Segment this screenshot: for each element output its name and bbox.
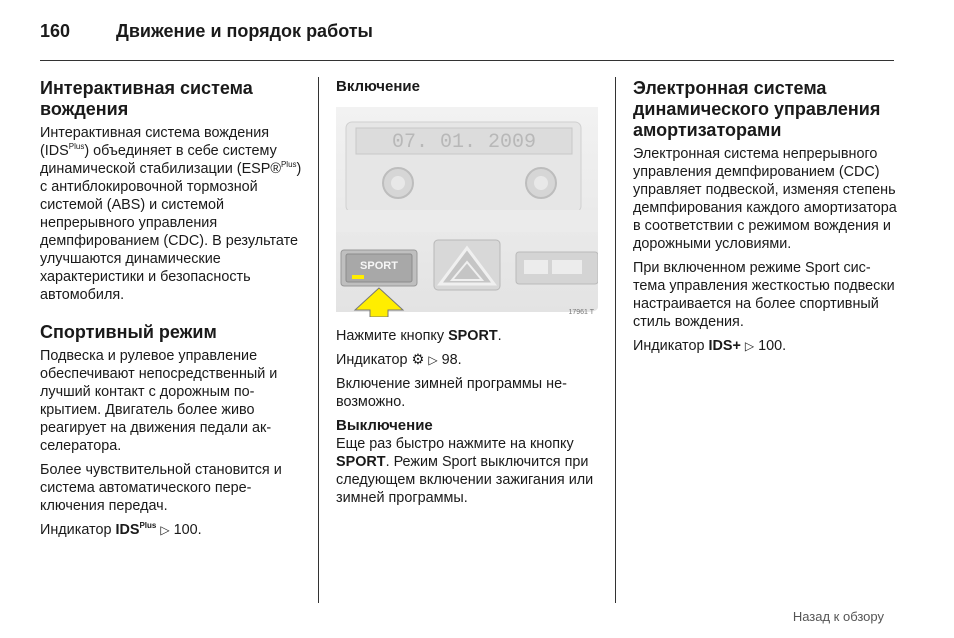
column-divider [318,77,319,603]
figure-id: 17961 T [568,309,594,316]
sport-mode-indicator: Индикатор $IDS^{Plus}$ ▷ 100. [40,521,202,538]
page-title: Движение и порядок работы [116,21,373,41]
winter-program-note: Включение зимней программы невозможно. [336,376,567,410]
column-3 [633,78,897,361]
display-text: 07. 01. 2009 [391,131,537,154]
section-heading-off: Выключение [336,417,433,434]
header-rule [40,60,894,61]
plus-superscript: Plus [68,142,85,151]
sport-button-label: SPORT [360,260,398,272]
ref-arrow-icon: ▷ [744,339,755,353]
page-number: 160 [40,21,71,41]
column-2 [336,78,602,513]
sport-button-figure [336,102,598,317]
column-divider [615,77,616,603]
ref-arrow-icon: ▷ [160,523,170,537]
plus-superscript: Plus [280,160,297,169]
section-heading-ids: Интерактивная система вождения [40,78,253,119]
cdc-para-2: При включенном режиме Sport система управления жесткостью подвески настраивается на более спортивный стиль вождения. [633,260,895,330]
switch-off-text: Еще раз быстро нажмите на кнопку SPORT. Режим Sport выключится при следующем включении зажигания или зимней программы. [336,436,594,506]
sport-indicator-text: Индикатор ⚙ ▷ 98. [336,352,462,368]
ref-arrow-icon: ▷ [428,353,438,367]
section-heading-cdc: Электронная система динамического управления амортизаторами [633,78,881,140]
ids-description: Интерактивная система вождения $(IDS^{Plus})$ объединяет в себе систему динамической стабилизации (ESP®$^{Plus}$) с антиблокировочной тормозной системой (ABS) и системой непрерывного управления демпфированием (CDC). В результате улучшаются динамические характеристики и безопасность автомобиля. [40,125,302,303]
press-sport-text: Нажмите кнопку SPORT. [336,328,502,344]
sport-mode-para-1: Подвеска и рулевое управление обеспечивают непосредственный и лучший контакт с дорожным покрытием. Двигатель более живо реагирует на движения педали акселератора. [40,348,278,454]
section-heading-sport-mode: Спортивный режим [40,322,217,342]
sport-led-icon [352,275,364,279]
column-1 [40,78,306,545]
sport-mode-para-2: Более чувствительной становится и система автоматического переключения передач. [40,462,282,514]
rear-window-icon [524,260,548,274]
cdc-para-1: Электронная система непрерывного управления демпфированием (CDC) управляет подвеской, изменяя степень демпфирования каждого амортизатора в соответствии с режимом вождения и дорожными условиями. [633,146,897,252]
back-to-overview-link[interactable]: Назад к обзору [792,609,884,624]
cdc-indicator: Индикатор IDS+ ▷ 100. [633,338,787,354]
gear-icon: ⚙ [411,352,425,368]
section-heading-on: Включение [336,78,420,95]
